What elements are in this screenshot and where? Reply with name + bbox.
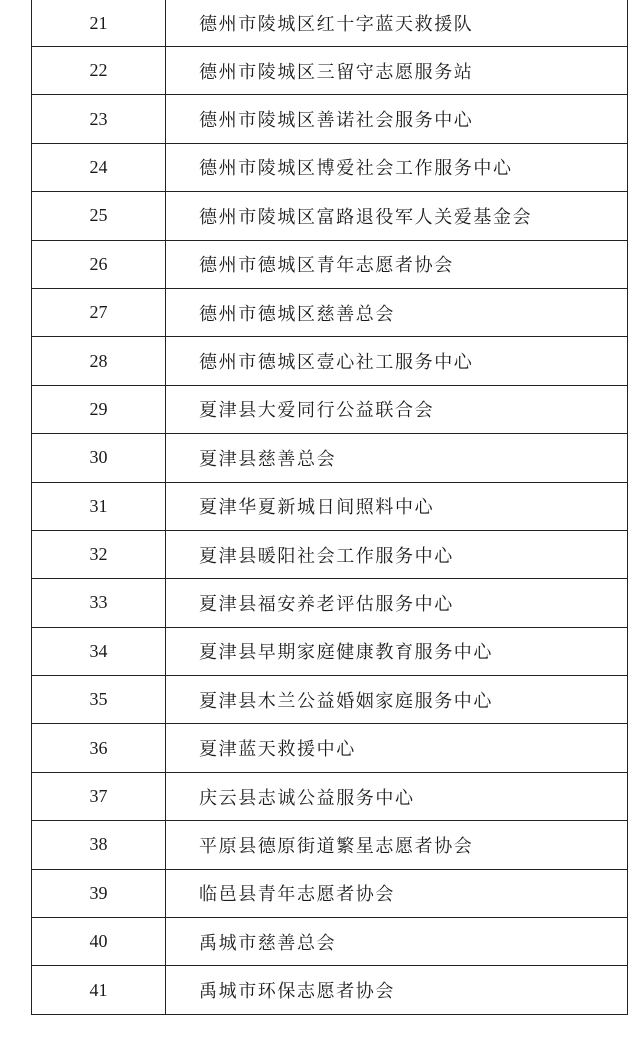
- table-row: [32, 821, 628, 869]
- row-number: 36: [32, 724, 166, 772]
- table-row: [32, 724, 628, 772]
- organization-name: 庆云县志诚公益服务中心: [166, 772, 628, 820]
- table-row: [32, 337, 628, 385]
- table-row: [32, 772, 628, 820]
- row-number: 41: [32, 966, 166, 1014]
- organization-table-container: [31, 0, 628, 1015]
- organization-name: 德州市陵城区三留守志愿服务站: [166, 47, 628, 95]
- row-number: 26: [32, 240, 166, 288]
- organization-name: 德州市德城区慈善总会: [166, 288, 628, 336]
- organization-name: 禹城市环保志愿者协会: [166, 966, 628, 1014]
- organization-name: 夏津华夏新城日间照料中心: [166, 482, 628, 530]
- organization-name: 夏津县大爱同行公益联合会: [166, 385, 628, 433]
- organization-name: 夏津县暖阳社会工作服务中心: [166, 530, 628, 578]
- row-number: 39: [32, 869, 166, 917]
- table-row: [32, 869, 628, 917]
- table-row: [32, 288, 628, 336]
- row-number: 25: [32, 192, 166, 240]
- organization-name: 临邑县青年志愿者协会: [166, 869, 628, 917]
- table-row: [32, 47, 628, 95]
- table-row: [32, 192, 628, 240]
- organization-name: 禹城市慈善总会: [166, 918, 628, 966]
- row-number: 22: [32, 47, 166, 95]
- table-row: [32, 579, 628, 627]
- row-number: 33: [32, 579, 166, 627]
- table-row: [32, 676, 628, 724]
- organization-name: 德州市德城区青年志愿者协会: [166, 240, 628, 288]
- row-number: 27: [32, 288, 166, 336]
- table-row: [32, 385, 628, 433]
- organization-name: 夏津蓝天救援中心: [166, 724, 628, 772]
- organization-name: 平原县德原街道繁星志愿者协会: [166, 821, 628, 869]
- row-number: 38: [32, 821, 166, 869]
- table-row: [32, 530, 628, 578]
- table-row: [32, 143, 628, 191]
- row-number: 23: [32, 95, 166, 143]
- organization-name: 德州市陵城区富路退役军人关爱基金会: [166, 192, 628, 240]
- table-row: [32, 918, 628, 966]
- row-number: 29: [32, 385, 166, 433]
- organization-name: 夏津县早期家庭健康教育服务中心: [166, 627, 628, 675]
- table-row: [32, 482, 628, 530]
- row-number: 31: [32, 482, 166, 530]
- row-number: 24: [32, 143, 166, 191]
- table-body: [32, 0, 628, 1014]
- table-row: [32, 627, 628, 675]
- table-row: [32, 95, 628, 143]
- organization-name: 德州市陵城区红十字蓝天救援队: [166, 0, 628, 47]
- table-row: [32, 434, 628, 482]
- row-number: 40: [32, 918, 166, 966]
- row-number: 30: [32, 434, 166, 482]
- row-number: 37: [32, 772, 166, 820]
- organization-name: 德州市陵城区善诺社会服务中心: [166, 95, 628, 143]
- organization-name: 夏津县慈善总会: [166, 434, 628, 482]
- row-number: 21: [32, 0, 166, 47]
- table-row: [32, 0, 628, 47]
- row-number: 28: [32, 337, 166, 385]
- table-row: [32, 966, 628, 1014]
- organization-name: 德州市德城区壹心社工服务中心: [166, 337, 628, 385]
- organization-table: [31, 0, 628, 1015]
- organization-name: 夏津县木兰公益婚姻家庭服务中心: [166, 676, 628, 724]
- organization-name: 夏津县福安养老评估服务中心: [166, 579, 628, 627]
- row-number: 35: [32, 676, 166, 724]
- organization-name: 德州市陵城区博爱社会工作服务中心: [166, 143, 628, 191]
- row-number: 32: [32, 530, 166, 578]
- table-row: [32, 240, 628, 288]
- row-number: 34: [32, 627, 166, 675]
